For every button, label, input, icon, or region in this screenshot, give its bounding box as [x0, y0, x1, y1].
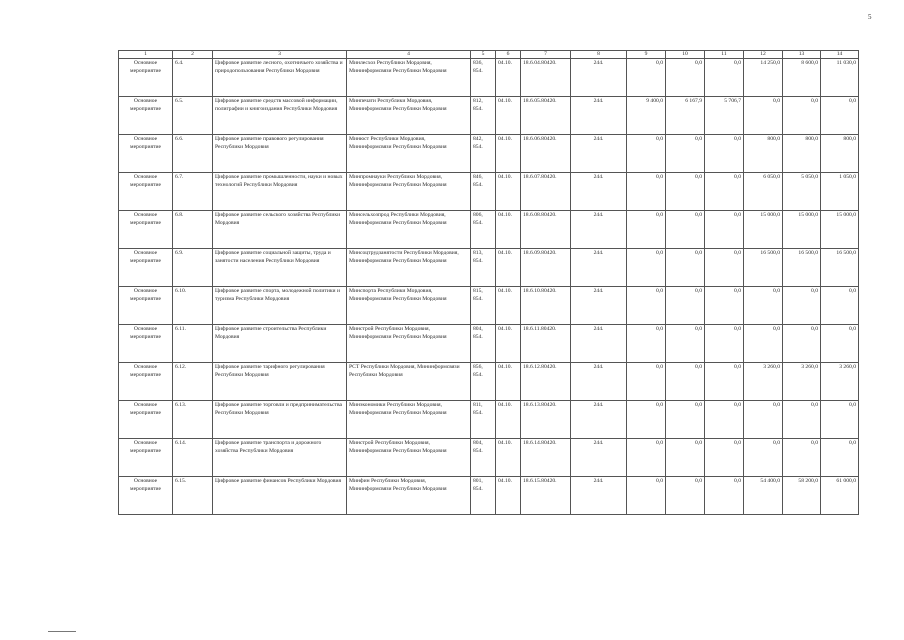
cell-item-number: 6.10. — [173, 287, 213, 325]
column-header-9: 9 — [627, 51, 666, 59]
table-row — [119, 401, 859, 439]
cell-value-col9: 0,0 — [627, 287, 666, 325]
cell-value-col14: 3 260,0 — [821, 363, 859, 401]
budget-table — [118, 50, 859, 515]
table-row — [119, 439, 859, 477]
table-row — [119, 173, 859, 211]
cell-csr: 18.6.04.80420. — [521, 59, 571, 97]
cell-value-col14: 15 000,0 — [821, 211, 859, 249]
cell-value-col10: 6 167,9 — [666, 97, 705, 135]
cell-vr: 244. — [571, 401, 627, 439]
cell-rzpr: 04.10. — [496, 477, 521, 515]
cell-event-type: Основное мероприятие — [119, 135, 173, 173]
cell-rzpr: 04.10. — [496, 249, 521, 287]
cell-value-col13: 8 600,0 — [783, 59, 821, 97]
cell-event-type: Основное мероприятие — [119, 325, 173, 363]
cell-event-type: Основное мероприятие — [119, 401, 173, 439]
cell-value-col9: 0,0 — [627, 211, 666, 249]
page-number: 5 — [868, 13, 872, 21]
cell-grbs: 856, 854. — [471, 363, 496, 401]
column-header-5: 5 — [471, 51, 496, 59]
cell-event-name: Цифровое развитие правового регулирования Республики Мордовия — [213, 135, 347, 173]
cell-value-col12: 0,0 — [744, 439, 783, 477]
cell-rzpr: 04.10. — [496, 287, 521, 325]
column-header-10: 10 — [666, 51, 705, 59]
table-row — [119, 59, 859, 97]
cell-value-col13: 0,0 — [783, 97, 821, 135]
cell-grbs: 812, 854. — [471, 97, 496, 135]
cell-value-col12: 54 400,0 — [744, 477, 783, 515]
cell-value-col13: 5 050,0 — [783, 173, 821, 211]
cell-event-type: Основное мероприятие — [119, 477, 173, 515]
table-row — [119, 249, 859, 287]
cell-item-number: 6.14. — [173, 439, 213, 477]
cell-value-col10: 0,0 — [666, 59, 705, 97]
column-header-8: 8 — [571, 51, 627, 59]
cell-grbs: 842, 854. — [471, 135, 496, 173]
cell-item-number: 6.13. — [173, 401, 213, 439]
header-row — [119, 51, 859, 59]
cell-event-type: Основное мероприятие — [119, 439, 173, 477]
cell-value-col12: 800,0 — [744, 135, 783, 173]
cell-value-col9: 0,0 — [627, 249, 666, 287]
cell-event-name: Цифровое развитие спорта, молодежной политики и туризма Республики Мордовия — [213, 287, 347, 325]
scan-mark — [48, 631, 76, 632]
cell-csr: 18.6.15.80420. — [521, 477, 571, 515]
cell-value-col12: 14 250,0 — [744, 59, 783, 97]
cell-value-col11: 0,0 — [705, 211, 744, 249]
cell-grbs: 804, 854. — [471, 439, 496, 477]
cell-item-number: 6.7. — [173, 173, 213, 211]
cell-executor: Минсельхозпрод Республики Мордовия, Mининформсвязи Республики Мордовия — [347, 211, 471, 249]
cell-csr: 18.6.08.80420. — [521, 211, 571, 249]
cell-value-col13: 58 200,0 — [783, 477, 821, 515]
cell-rzpr: 04.10. — [496, 363, 521, 401]
cell-rzpr: 04.10. — [496, 97, 521, 135]
cell-value-col13: 0,0 — [783, 287, 821, 325]
cell-item-number: 6.8. — [173, 211, 213, 249]
cell-value-col9: 0,0 — [627, 135, 666, 173]
cell-vr: 244. — [571, 97, 627, 135]
cell-value-col10: 0,0 — [666, 287, 705, 325]
cell-csr: 18.6.06.80420. — [521, 135, 571, 173]
cell-event-name: Цифровое развитие социальной защиты, труда и занятости населения Республики Мордовия — [213, 249, 347, 287]
cell-value-col12: 6 050,0 — [744, 173, 783, 211]
table-row — [119, 211, 859, 249]
column-header-4: 4 — [347, 51, 471, 59]
table-row — [119, 287, 859, 325]
cell-event-name: Цифровое развитие сельского хозяйства Республики Мордовия — [213, 211, 347, 249]
cell-grbs: 801, 854. — [471, 477, 496, 515]
cell-event-name: Цифровое развитие промышленности, науки и новых технологий Республики Мордовия — [213, 173, 347, 211]
cell-vr: 244. — [571, 211, 627, 249]
cell-value-col11: 0,0 — [705, 439, 744, 477]
cell-item-number: 6.9. — [173, 249, 213, 287]
cell-value-col9: 0,0 — [627, 401, 666, 439]
cell-value-col10: 0,0 — [666, 135, 705, 173]
cell-value-col11: 0,0 — [705, 325, 744, 363]
cell-value-col10: 0,0 — [666, 211, 705, 249]
cell-value-col9: 0,0 — [627, 363, 666, 401]
cell-vr: 244. — [571, 325, 627, 363]
cell-value-col13: 3 260,0 — [783, 363, 821, 401]
cell-rzpr: 04.10. — [496, 135, 521, 173]
cell-value-col11: 0,0 — [705, 249, 744, 287]
cell-value-col10: 0,0 — [666, 477, 705, 515]
cell-event-name: Цифровое развитие средств массовой информации, полиграфии и книгоиздания Республики Мордовия — [213, 97, 347, 135]
cell-executor: Минстрой Республики Мордовия, Mининформсвязи Республики Мордовия — [347, 439, 471, 477]
cell-event-name: Цифровое развитие строительства Республики Мордовия — [213, 325, 347, 363]
cell-value-col14: 1 050,0 — [821, 173, 859, 211]
cell-value-col12: 16 500,0 — [744, 249, 783, 287]
cell-vr: 244. — [571, 135, 627, 173]
cell-vr: 244. — [571, 287, 627, 325]
column-header-13: 13 — [783, 51, 821, 59]
cell-value-col10: 0,0 — [666, 325, 705, 363]
cell-event-type: Основное мероприятие — [119, 211, 173, 249]
table-row — [119, 477, 859, 515]
cell-csr: 18.6.05.80420. — [521, 97, 571, 135]
cell-csr: 18.6.10.80420. — [521, 287, 571, 325]
cell-vr: 244. — [571, 249, 627, 287]
cell-value-col14: 0,0 — [821, 401, 859, 439]
cell-executor: Минсоцтрудзанятости Республики Мордовия, Mининформсвязи Республики Мордовия — [347, 249, 471, 287]
cell-value-col11: 0,0 — [705, 363, 744, 401]
cell-value-col14: 11 030,0 — [821, 59, 859, 97]
cell-value-col12: 0,0 — [744, 287, 783, 325]
column-header-11: 11 — [705, 51, 744, 59]
cell-item-number: 6.12. — [173, 363, 213, 401]
cell-value-col9: 0,0 — [627, 59, 666, 97]
cell-rzpr: 04.10. — [496, 211, 521, 249]
cell-value-col13: 0,0 — [783, 325, 821, 363]
cell-value-col14: 61 000,0 — [821, 477, 859, 515]
cell-grbs: 815, 854. — [471, 287, 496, 325]
cell-csr: 18.6.07.80420. — [521, 173, 571, 211]
cell-value-col12: 3 260,0 — [744, 363, 783, 401]
cell-value-col10: 0,0 — [666, 249, 705, 287]
cell-event-type: Основное мероприятие — [119, 363, 173, 401]
cell-value-col13: 0,0 — [783, 439, 821, 477]
cell-value-col9: 0,0 — [627, 439, 666, 477]
cell-event-type: Основное мероприятие — [119, 59, 173, 97]
cell-executor: Минэкономики Республики Мордовия, Mининформсвязи Республики Мордовия — [347, 401, 471, 439]
cell-event-name: Цифровое развитие транспорта и дорожного хозяйства Республики Мордовия — [213, 439, 347, 477]
cell-item-number: 6.6. — [173, 135, 213, 173]
cell-value-col11: 0,0 — [705, 59, 744, 97]
cell-event-name: Цифровое развитие тарифного регулирования Республики Мордовия — [213, 363, 347, 401]
cell-value-col12: 0,0 — [744, 401, 783, 439]
column-header-3: 3 — [213, 51, 347, 59]
cell-value-col13: 800,0 — [783, 135, 821, 173]
cell-value-col13: 0,0 — [783, 401, 821, 439]
cell-value-col13: 16 500,0 — [783, 249, 821, 287]
cell-value-col12: 0,0 — [744, 97, 783, 135]
cell-value-col14: 0,0 — [821, 325, 859, 363]
table-row — [119, 363, 859, 401]
column-header-1: 1 — [119, 51, 173, 59]
cell-item-number: 6.11. — [173, 325, 213, 363]
table-row — [119, 325, 859, 363]
cell-rzpr: 04.10. — [496, 173, 521, 211]
cell-item-number: 6.15. — [173, 477, 213, 515]
cell-csr: 18.6.13.80420. — [521, 401, 571, 439]
cell-vr: 244. — [571, 173, 627, 211]
cell-executor: Минюст Республики Мордовия, Mининформсвязи Республики Мордовия — [347, 135, 471, 173]
cell-item-number: 6.5. — [173, 97, 213, 135]
cell-item-number: 6.4. — [173, 59, 213, 97]
cell-grbs: 813, 854. — [471, 249, 496, 287]
cell-rzpr: 04.10. — [496, 59, 521, 97]
column-header-6: 6 — [496, 51, 521, 59]
cell-event-name: Цифровое развитие торговли и предпринимательства Республики Мордовия — [213, 401, 347, 439]
table-row — [119, 135, 859, 173]
cell-event-type: Основное мероприятие — [119, 97, 173, 135]
cell-csr: 18.6.09.80420. — [521, 249, 571, 287]
cell-value-col11: 5 706,7 — [705, 97, 744, 135]
cell-event-name: Цифровое развитие лесного, охотничьего хозяйства и природопользования Республики Мордовия — [213, 59, 347, 97]
cell-rzpr: 04.10. — [496, 401, 521, 439]
cell-value-col14: 0,0 — [821, 97, 859, 135]
cell-value-col11: 0,0 — [705, 287, 744, 325]
cell-executor: Минфин Республики Мордовия, Mининформсвязи Республики Мордовия — [347, 477, 471, 515]
cell-value-col11: 0,0 — [705, 477, 744, 515]
column-header-2: 2 — [173, 51, 213, 59]
cell-rzpr: 04.10. — [496, 325, 521, 363]
cell-vr: 244. — [571, 477, 627, 515]
cell-grbs: 811, 854. — [471, 401, 496, 439]
cell-executor: РСТ Республики Мордовия, Mининформсвязи Республики Мордовия — [347, 363, 471, 401]
cell-grbs: 846, 854. — [471, 173, 496, 211]
cell-event-type: Основное мероприятие — [119, 287, 173, 325]
cell-value-col12: 15 000,0 — [744, 211, 783, 249]
cell-rzpr: 04.10. — [496, 439, 521, 477]
cell-event-type: Основное мероприятие — [119, 173, 173, 211]
cell-executor: Минспорта Республики Мордовия, Mининформсвязи Республики Мордовия — [347, 287, 471, 325]
cell-value-col10: 0,0 — [666, 401, 705, 439]
cell-csr: 18.6.11.80420. — [521, 325, 571, 363]
column-header-14: 14 — [821, 51, 859, 59]
cell-vr: 244. — [571, 363, 627, 401]
cell-value-col12: 0,0 — [744, 325, 783, 363]
cell-value-col14: 800,0 — [821, 135, 859, 173]
table-row — [119, 97, 859, 135]
cell-value-col10: 0,0 — [666, 439, 705, 477]
cell-value-col11: 0,0 — [705, 135, 744, 173]
cell-executor: Минпечати Республики Мордовия, Mининформсвязи Республики Мордовия — [347, 97, 471, 135]
cell-executor: Минлесхоз Республики Мордовия, Mининформсвязи Республики Мордовия — [347, 59, 471, 97]
cell-value-col14: 16 500,0 — [821, 249, 859, 287]
cell-value-col13: 15 000,0 — [783, 211, 821, 249]
cell-executor: Минпромнауки Республики Мордовия, Mининформсвязи Республики Мордовия — [347, 173, 471, 211]
cell-value-col14: 0,0 — [821, 287, 859, 325]
cell-value-col9: 9 400,0 — [627, 97, 666, 135]
cell-csr: 18.6.14.80420. — [521, 439, 571, 477]
cell-value-col10: 0,0 — [666, 173, 705, 211]
cell-grbs: 806, 854. — [471, 211, 496, 249]
cell-value-col14: 0,0 — [821, 439, 859, 477]
cell-csr: 18.6.12.80420. — [521, 363, 571, 401]
column-header-7: 7 — [521, 51, 571, 59]
column-header-12: 12 — [744, 51, 783, 59]
cell-value-col11: 0,0 — [705, 173, 744, 211]
cell-grbs: 804, 854. — [471, 325, 496, 363]
cell-event-name: Цифровое развитие финансов Республики Мордовия — [213, 477, 347, 515]
cell-vr: 244. — [571, 59, 627, 97]
cell-value-col9: 0,0 — [627, 477, 666, 515]
cell-executor: Минстрой Республики Мордовия, Mининформсвязи Республики Мордовия — [347, 325, 471, 363]
cell-value-col10: 0,0 — [666, 363, 705, 401]
cell-grbs: 836, 854. — [471, 59, 496, 97]
cell-event-type: Основное мероприятие — [119, 249, 173, 287]
cell-value-col9: 0,0 — [627, 173, 666, 211]
cell-value-col9: 0,0 — [627, 325, 666, 363]
cell-vr: 244. — [571, 439, 627, 477]
cell-value-col11: 0,0 — [705, 401, 744, 439]
